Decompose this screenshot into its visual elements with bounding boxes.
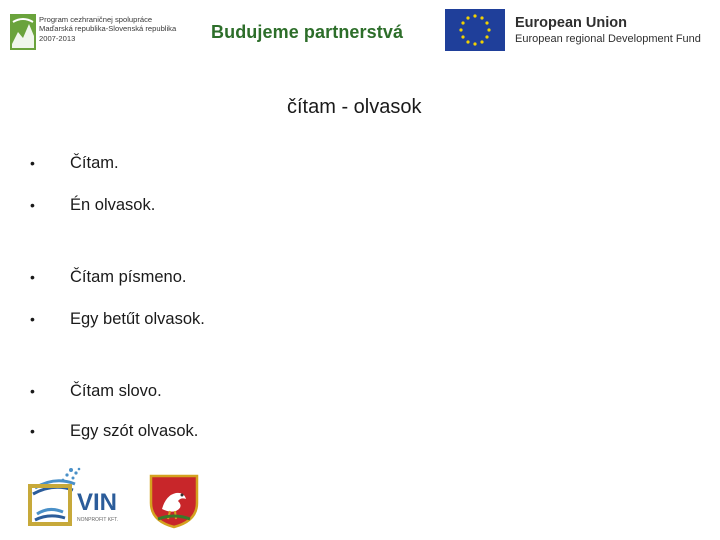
bullet-dot: • [30,383,35,399]
bullet-list [30,0,690,540]
bullet-text: Čítam. [70,154,119,172]
vin-logo [27,466,147,528]
bullet-text: Egy szót olvasok. [70,422,199,440]
eu-flag-icon [445,9,505,51]
bullet-dot: • [30,197,35,213]
program-logo-line: 2007-2013 [39,33,76,43]
vin-logo-sub: NONPROFIT KFT. [77,517,119,523]
eu-subtitle: European regional Development Fund [515,33,701,45]
program-logo-line: Program cezhraničnej spolupráce [39,15,153,24]
bullet-text: Čítam slovo. [70,382,162,400]
eu-title: European Union [515,15,627,31]
bullet-text: Én olvasok. [70,196,156,214]
bullet-dot: • [30,423,35,439]
program-logo-line: Maďarská republika-Slovenská republika [39,24,177,34]
program-logo [10,14,190,54]
vin-logo-word: VIN [77,489,118,516]
bullet-dot: • [30,269,35,285]
program-logo-mark-icon [10,14,36,50]
bullet-text: Čítam písmeno. [70,268,187,286]
slide-title: čítam - olvasok [287,96,422,118]
bullet-dot: • [30,155,35,171]
municipal-crest-icon [148,473,200,529]
bullet-dot: • [30,311,35,327]
slogan: Budujeme partnerstvá [211,22,404,42]
program-logo-text [39,15,176,43]
bullet-text: Egy betűt olvasok. [70,310,205,328]
eu-text [515,14,701,47]
